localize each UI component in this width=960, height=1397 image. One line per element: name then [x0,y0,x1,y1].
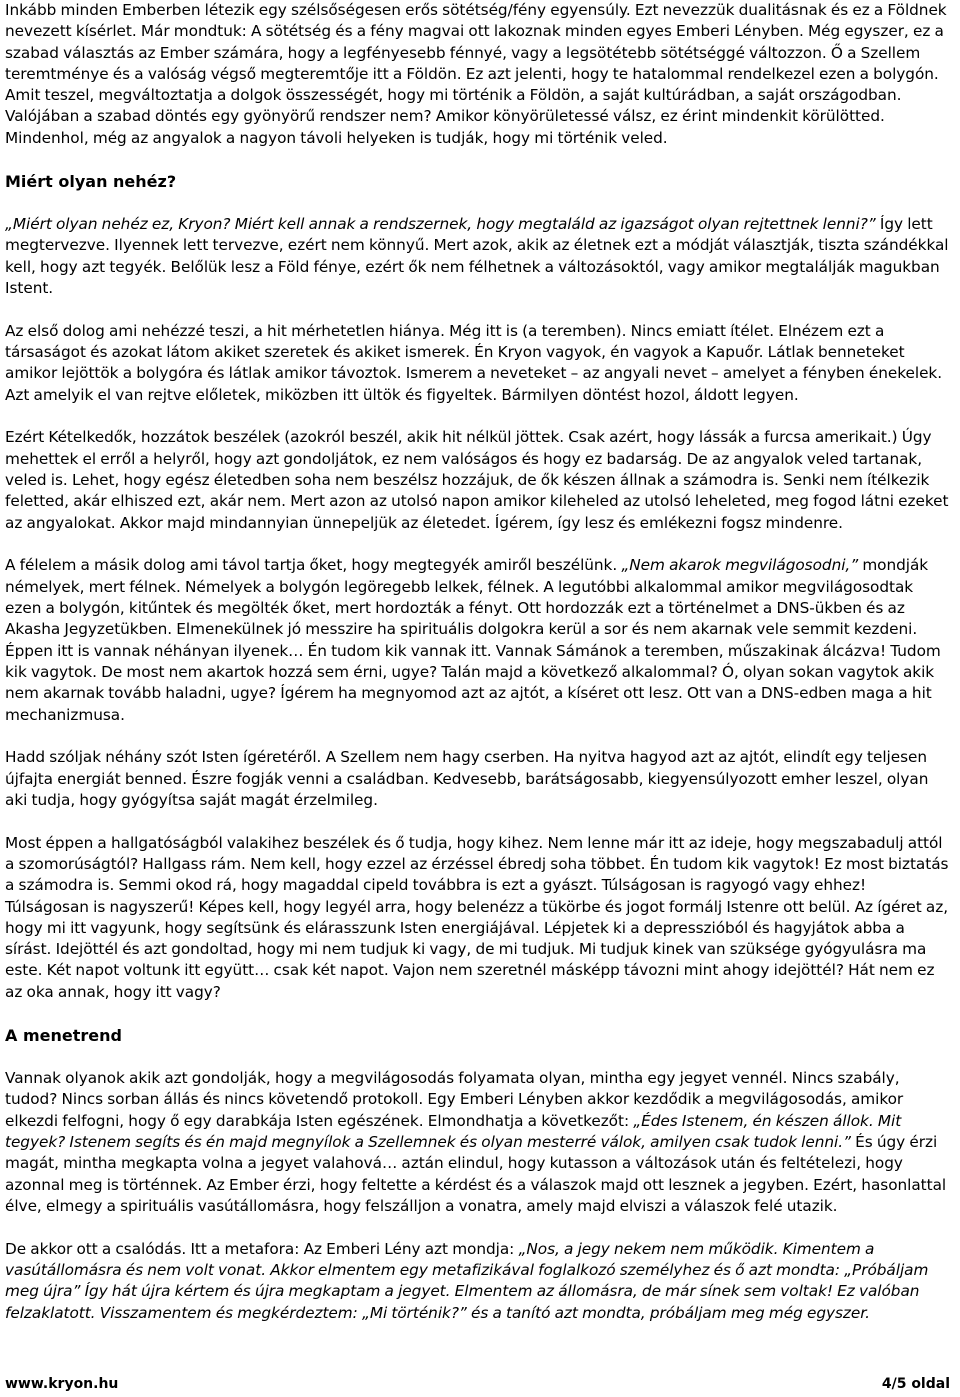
paragraph-text: Így lett megtervezve. Ilyennek lett tervezve, ezért nem könnyű. Mert azok, akik az életnek ezt a módját választják, tiszta szándékkal kell, hogy azt tegyék. Belőlük lesz a Föld fénye, ezért ők nem félhetnek a változásoktól, vagy amikor megtalálják magukban Istent. [5,215,949,297]
body-paragraph [5,1068,951,1217]
footer-site-link[interactable]: www.kryon.hu [5,1376,119,1392]
body-paragraph [5,833,951,1003]
section-heading: A menetrend [5,1025,122,1045]
paragraph-text: És úgy érzi magát, mintha megkapta volna a jegyet valahová… aztán elindul, hogy kutasson a változások után és feltételezi, hogy azonnal meg is történnek. Az Ember érzi, hogy feltette a kérdést és a válaszok majd ott lesznek a jegyben. Ezért, hasonlattal élve, elmegy a spirituális vasútállomásra, hogy felszálljon a vonatra, amely majd elviszi a válaszok felé utazik. [5,1132,947,1215]
section-heading: Miért olyan nehéz? [5,171,177,191]
body-paragraph [5,214,951,299]
paragraph-text: mondják némelyek, mert félnek. Némelyek a bolygón legöregebb lelkek, félnek. A legutóbbi alkalommal amikor megvilágosodtak ezen a bolygón, kitűntek és megölték őket, mert hordozták a fényt. Ott hordozzák ezt a történelmet a DNS-ükben és az Akasha Jegyzetükben. Elmenekülnek jó messzire ha spirituális dolgokra kerül a sor és nem akarnak vele semmit kezdeni. Éppen itt is vannak néhányan ilyenek… Én tudom kik vannak itt. Vannak Sámánok a teremben, műszakinak álcázva! Tudom kik vagytok. De most nem akartok hozzá sem érni, ugye? Talán majd a következő alkalommal? Ó, olyan sokan vagytok akik nem akarnak tovább haladni, ugye? Ígérem ha megnyomod azt az ajtót, a kíséret ott lesz. Ott van a DNS-edben maga a hit mechanizmusa. [5,556,941,724]
body-paragraph [5,747,951,811]
paragraph-text: Az első dolog ami nehézzé teszi, a hit mérhetetlen hiánya. Még itt is (a teremben). Nincs emiatt ítélet. Elnézem ezt a társaságot és azokat látom akiket szeretek és akiket ismerek. Én Kryon vagyok, én vagyok a Kapuőr. Látlak benneteket amikor lejöttök a bolygóra és látlak amikor távoztok. Ismerem a neveteket – az angyali nevet – amelyet a fényben énekelek. Azt amelyik el van rejtve előletek, miközben itt ültök és figyeltek. Bármilyen döntést hozol, áldott legyen. [5,321,943,404]
body-paragraph [5,555,951,725]
paragraph-text: Most éppen a hallgatóságból valakihez beszélek és ő tudja, hogy kihez. Nem lenne már itt az ideje, hogy megszabadulj attól a szomorúságtól? Hallgass rám. Nem kell, hogy ezzel az érzéssel ébredj soha többet. Én tudom kik vagytok! Ez most biztatás a számodra is. Semmi okod rá, hogy magaddal cipeld továbbra is ezt a gyászt. Túlságosan is ragyogó vagy ehhez! Túlságosan is nagyszerű! Képes kell, hogy legyél arra, hogy belenézz a tükörbe és jogot formálj Istenre ott belül. Az ígéret az, hogy mi itt vagyunk, hogy segítsünk és elárasszunk Isten energiájával. Lépjetek ki a depresszióból és hagyjátok abba a sírást. Idejöttél és azt gondoltad, hogy mi nem tudjuk ki vagy, de mi tudjuk. Mi tudjuk kinek van szüksége gyógyulásra ma este. Két napot voltunk itt együtt… csak két napot. Vajon nem szeretnél másképp távozni mint ahogy idejöttél? Hát nem ez az oka annak, hogy itt vagy? [5,833,949,1001]
page-footer [5,1374,950,1396]
paragraph-text: A félelem a másik dolog ami távol tartja őket, hogy megtegyék amiről beszélünk. [5,556,622,575]
italic-quote: „Nos, a jegy nekem nem működik. Kimentem a vasútállomásra és nem volt vonat. Akkor elmentem egy metafizikával foglalkozó személyhez és ő azt mondta: „Próbáljam meg újra” Így hát újra kértem és újra megkaptam a jegyet. Elmentem az állomásra, de már sínek sem voltak! Ez valóban felzaklatott. Visszamentem és megkérdeztem: „Mi történik?” és a tanító azt mondta, próbáljam meg még egyszer. [5,1239,929,1322]
paragraph-text: Hadd szóljak néhány szót Isten ígéretéről. A Szellem nem hagy cserben. Ha nyitva hagyod azt az ajtót, elindít egy teljesen újfajta energiát benned. Észre fogják venni a családban. Kedvesebb, barátságosabb, kiegyensúlyozott emher leszel, olyan aki tudja, hogy gyógyítsa saját magát érzelmileg. [5,748,929,809]
body-paragraph [5,321,951,406]
body-paragraph [5,427,951,533]
paragraph-text: De akkor ott a csalódás. Itt a metafora: Az Emberi Lény azt mondja: [5,1239,519,1258]
paragraph-text: Vannak olyanok akik azt gondolják, hogy a megvilágosodás folyamata olyan, mintha egy jegyet vennél. Nincs szabály, tudod? Nincs sorban állás és nincs követendő protokoll. Egy Emberi Lényben akkor kezdődik a megvilágosodás, amikor elkezdi felfogni, hogy ő egy darabkája Isten egészének. Elmondhatja a következőt: [5,1069,904,1130]
paragraph-text: Inkább minden Emberben létezik egy szélsőségesen erős sötétség/fény egyensúly. Ezt nevezzük dualitásnak és ez a Földnek nevezett kísérlet. Már mondtuk: A sötétség és a fény magvai ott lakoznak minden egyes Emberi Lényben. Még egyszer, ez a szabad választás az Ember számára, hogy a legfényesebb fénnyé, vagy a legsötétebb sötétséggé változzon. Ő a Szellem teremtménye és a valóság végső megteremtője itt a Földön. Ez azt jelenti, hogy te hatalommal rendelkezel ezen a bolygón. Amit teszel, megváltoztatja a dolgok összességét, hogy mi történik a Földön, a saját kultúrádban, a saját országodban. Valójában a szabad döntés egy gyönyörű rendszer nem? Amikor könyörületessé válsz, ez érint mindenkit körülötted. Mindenhol, még az angyalok a nagyon távoli helyeken is tudják, hogy mi történik veled. [5,1,947,147]
italic-quote: „Édes Istenem, én készen állok. Mit tegyek? Istenem segíts és én majd megnyílok a Szellemnek és olyan mesterré válok, amilyen csak tudok lenni.” [5,1111,902,1151]
body-paragraph [5,1239,951,1324]
document-body [5,0,951,1324]
paragraph-text: Ezért Kételkedők, hozzátok beszélek (azokról beszél, akik hit nélkül jöttek. Csak azért, hogy lássák a furcsa amerikait.) Úgy mehettek el erről a helyről, hogy azt gondoljátok, ez nem valóságos és hogy ez badarság. De az angyalok veled tartanak, veled is. Lehet, hogy egész életedben soha nem beszélsz hozzájuk, de ők készen állnak a számodra is. Senki nem ítélkezik feletted, akár elhiszed ezt, akár nem. Mert azon az utolsó napon amikor kileheled az utolsó leheleted, meg fogod látni ezeket az angyalokat. Akkor majd mindannyian ünnepeljük az életedet. Ígérem, így lesz és emlékezni fogsz mindenre. [5,428,949,532]
italic-quote: „Nem akarok megvilágosodni,” [621,556,859,575]
italic-quote: „Miért olyan nehéz ez, Kryon? Miért kell annak a rendszernek, hogy megtaláld az igazságot olyan rejtettnek lenni?” [5,215,876,234]
footer-page-number: 4/5 oldal [881,1376,950,1392]
body-paragraph [5,0,951,149]
